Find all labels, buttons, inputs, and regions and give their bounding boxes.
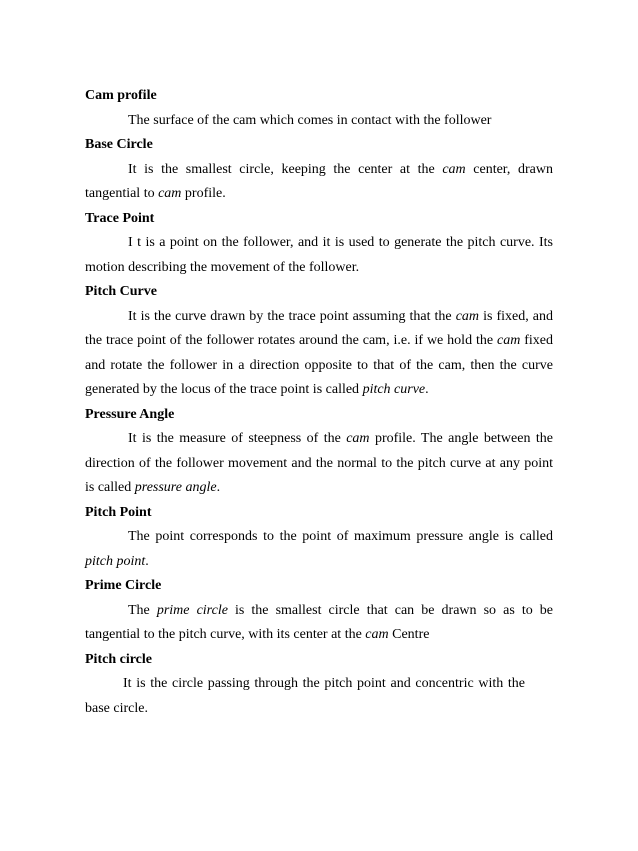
text-run: It is the curve drawn by the trace point assuming that the — [128, 308, 456, 324]
italic-term: cam — [497, 333, 521, 348]
text-run: is fixed, and the trace point of the follower rotates around the cam, i.e. if we hold the — [85, 308, 553, 348]
italic-term: cam — [365, 627, 389, 642]
section-pitch-circle — [85, 648, 553, 722]
text-run: I t is a point on the follower, and it is used to generate the pitch curve. Its motion describing the movement of the follower. — [85, 235, 553, 275]
section-paragraph — [85, 305, 553, 403]
section-heading: Trace Point — [85, 210, 155, 226]
section-heading: Base Circle — [85, 137, 153, 152]
text-run: profile. The angle between the direction of the follower movement and the normal to the pitch curve at any point is called — [85, 431, 553, 495]
section-paragraph — [85, 231, 553, 280]
italic-term: cam — [442, 161, 466, 177]
text-run: . — [216, 480, 221, 495]
text-run: It is the circle passing through the pitch point and concentric with the base circle. — [85, 676, 525, 716]
section-paragraph — [85, 158, 553, 207]
section-heading: Pitch Point — [85, 504, 152, 520]
section-heading: Cam profile — [85, 88, 157, 103]
text-run: fixed and rotate the follower in a direction opposite to that of the cam, then the curve generated by the locus of the trace point is called — [85, 333, 554, 397]
text-run: profile. — [181, 186, 226, 201]
section-heading: Pitch circle — [85, 651, 152, 667]
text-run: The point corresponds to the point of maximum pressure angle is called — [128, 529, 553, 544]
section-paragraph — [85, 599, 553, 648]
italic-term: cam — [158, 186, 182, 201]
section-pitch-point — [85, 501, 553, 575]
section-heading: Pressure Angle — [85, 406, 175, 422]
section-base-circle — [85, 133, 553, 207]
text-run: . — [145, 553, 149, 569]
italic-term: pitch point — [85, 553, 146, 569]
section-pitch-curve — [85, 280, 553, 403]
text-run: . — [425, 382, 429, 397]
italic-term: pitch curve — [362, 382, 426, 397]
section-paragraph — [85, 427, 553, 501]
section-paragraph — [85, 672, 525, 721]
section-heading: Pitch Curve — [85, 284, 157, 299]
document-body — [85, 84, 553, 721]
italic-term: prime circle — [156, 602, 228, 618]
text-run: It is the smallest circle, keeping the center at the — [128, 161, 443, 177]
text-run: Centre — [388, 627, 430, 642]
text-run: It is the measure of steepness of the — [128, 431, 347, 446]
section-pressure-angle — [85, 403, 553, 501]
section-cam-profile — [85, 84, 553, 133]
italic-term: cam — [346, 431, 370, 446]
section-trace-point — [85, 207, 553, 281]
section-paragraph — [85, 109, 553, 134]
text-run: center, drawn tangential to — [85, 161, 554, 201]
section-heading: Prime Circle — [85, 578, 162, 593]
text-run: The surface of the cam which comes in contact with the follower — [128, 112, 492, 128]
italic-term: cam — [455, 308, 480, 324]
text-run: is the smallest circle that can be drawn so as to be tangential to the pitch curve, with its center at the — [85, 602, 554, 642]
section-prime-circle — [85, 574, 553, 648]
text-run: The — [128, 602, 157, 618]
italic-term: pressure angle — [134, 480, 217, 495]
section-paragraph — [85, 525, 553, 574]
